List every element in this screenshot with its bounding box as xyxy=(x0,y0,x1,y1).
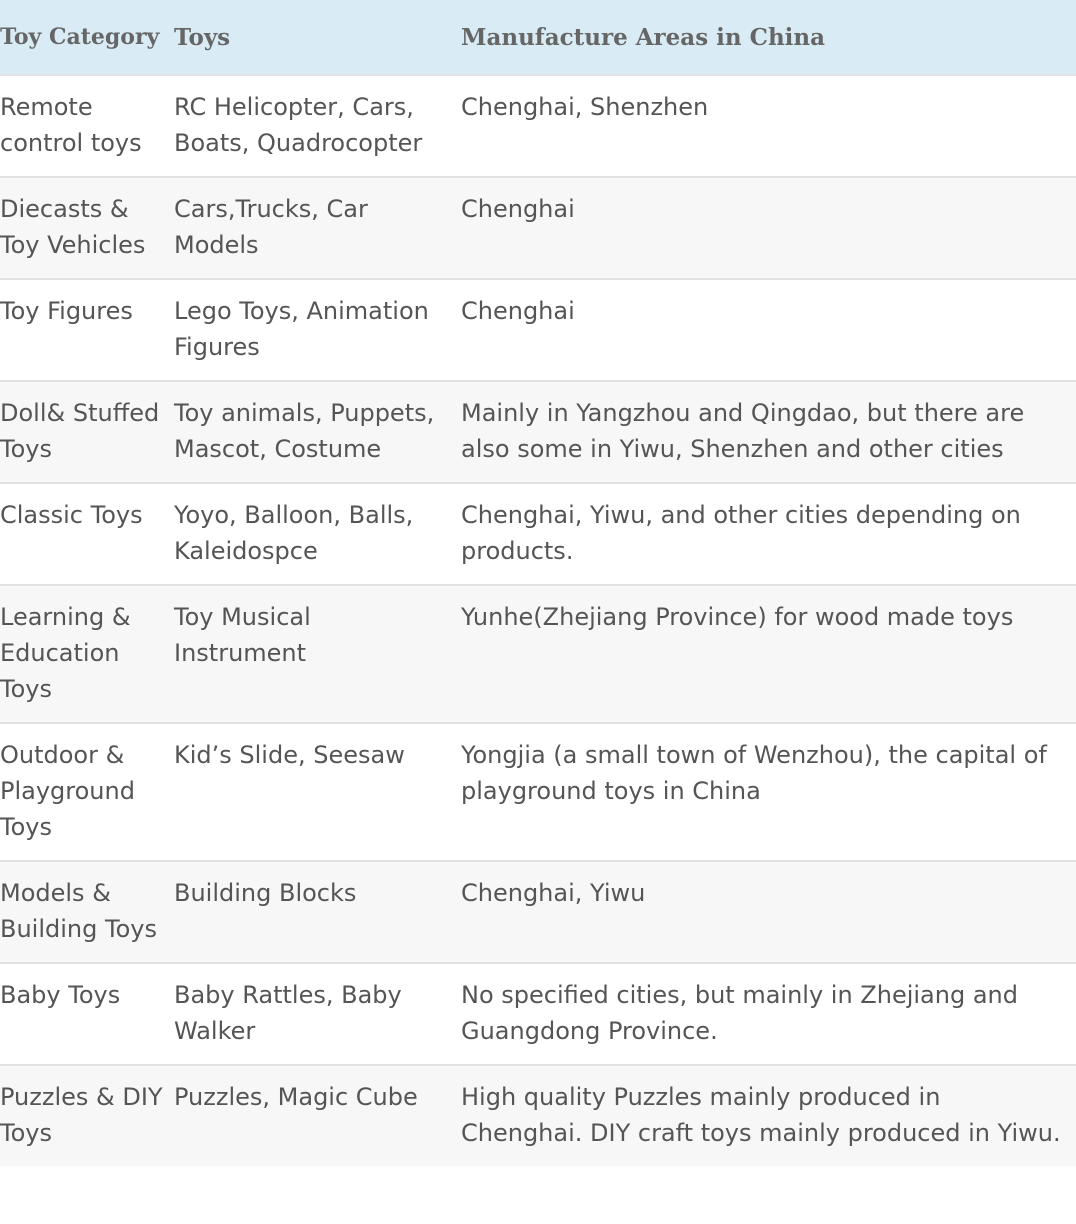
cell-toys: Lego Toys, Animation Figures xyxy=(174,279,461,381)
cell-toys: Kid’s Slide, Seesaw xyxy=(174,723,461,861)
cell-toys: Toy animals, Puppets, Mascot, Costume xyxy=(174,381,461,483)
cell-areas: Chenghai xyxy=(461,177,1076,279)
cell-toys: Baby Rattles, Baby Walker xyxy=(174,963,461,1065)
cell-areas: Mainly in Yangzhou and Qingdao, but there are also some in Yiwu, Shenzhen and other cities xyxy=(461,381,1076,483)
table-row xyxy=(0,861,1076,963)
cell-category: Diecasts & Toy Vehicles xyxy=(0,177,174,279)
cell-category: Toy Figures xyxy=(0,279,174,381)
cell-toys: Building Blocks xyxy=(174,861,461,963)
cell-areas: Chenghai, Shenzhen xyxy=(461,75,1076,177)
header-manufacture-areas: Manufacture Areas in China xyxy=(461,23,826,51)
cell-areas: Yunhe(Zhejiang Province) for wood made toys xyxy=(461,585,1076,723)
table-row xyxy=(0,585,1076,723)
table-row xyxy=(0,75,1076,177)
cell-areas: Chenghai, Yiwu, and other cities depending on products. xyxy=(461,483,1076,585)
cell-toys: Toy Musical Instrument xyxy=(174,585,461,723)
cell-category: Models & Building Toys xyxy=(0,861,174,963)
table-row xyxy=(0,279,1076,381)
table-row xyxy=(0,723,1076,861)
table-row xyxy=(0,177,1076,279)
cell-category: Outdoor & Playground Toys xyxy=(0,723,174,861)
cell-toys: Puzzles, Magic Cube xyxy=(174,1065,461,1166)
table-row xyxy=(0,963,1076,1065)
cell-toys: Cars,Trucks, Car Models xyxy=(174,177,461,279)
cell-category: Classic Toys xyxy=(0,483,174,585)
cell-areas: High quality Puzzles mainly produced in Chenghai. DIY craft toys mainly produced in Yiwu. xyxy=(461,1065,1076,1166)
table-body xyxy=(0,75,1076,1166)
header-toys: Toys xyxy=(174,23,231,51)
cell-category: Puzzles & DIY Toys xyxy=(0,1065,174,1166)
header-toy-category: Toy Category xyxy=(0,23,160,50)
cell-toys: Yoyo, Balloon, Balls, Kaleidospce xyxy=(174,483,461,585)
table-header xyxy=(0,0,1076,75)
cell-category: Doll& Stuffed Toys xyxy=(0,381,174,483)
header-row xyxy=(0,0,1076,75)
cell-areas: No specified cities, but mainly in Zhejiang and Guangdong Province. xyxy=(461,963,1076,1065)
cell-category: Learning & Education Toys xyxy=(0,585,174,723)
cell-category: Remote control toys xyxy=(0,75,174,177)
cell-category: Baby Toys xyxy=(0,963,174,1065)
cell-areas: Yongjia (a small town of Wenzhou), the capital of playground toys in China xyxy=(461,723,1076,861)
table-row xyxy=(0,483,1076,585)
cell-toys: RC Helicopter, Cars, Boats, Quadrocopter xyxy=(174,75,461,177)
table-row xyxy=(0,1065,1076,1166)
table-row xyxy=(0,381,1076,483)
cell-areas: Chenghai, Yiwu xyxy=(461,861,1076,963)
cell-areas: Chenghai xyxy=(461,279,1076,381)
